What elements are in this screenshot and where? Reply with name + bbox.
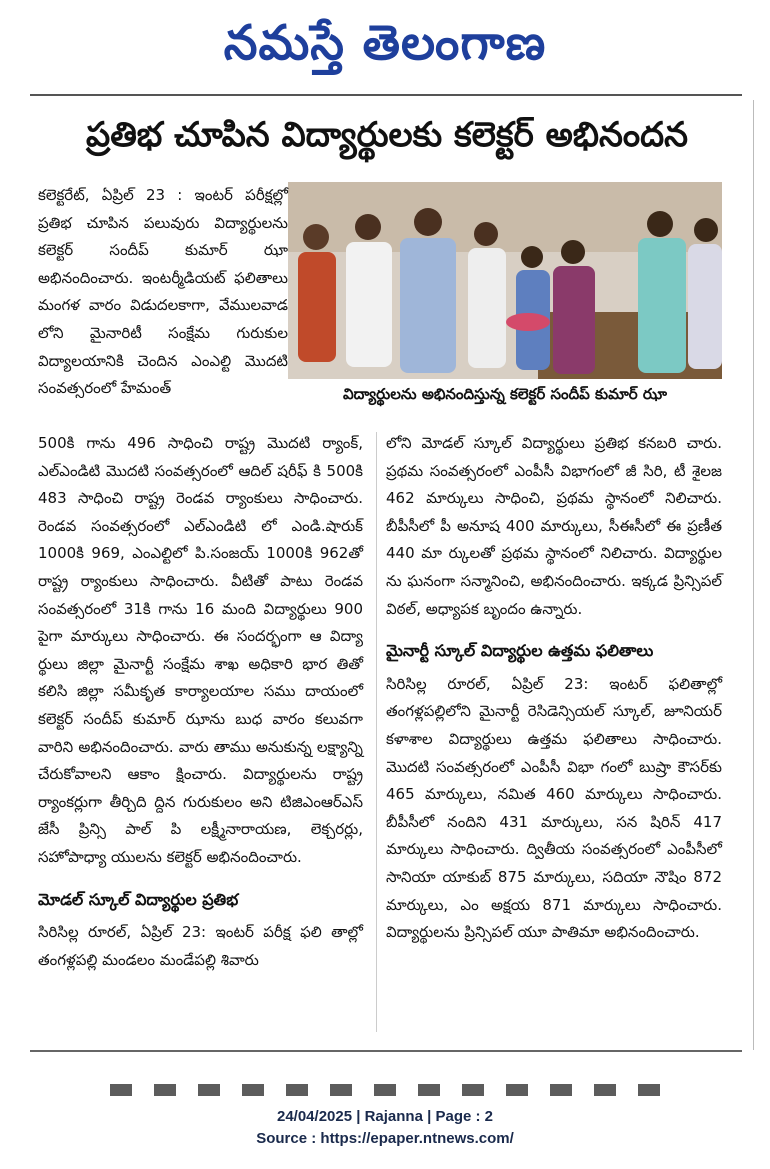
- masthead-title: నమస్తే తెలంగాణ: [223, 15, 547, 71]
- article-column-right: [386, 430, 722, 947]
- bottom-rule: [30, 1050, 742, 1052]
- cut-off-next-headline: [110, 1084, 670, 1096]
- article-headline: ప్రతిభ చూపిన విద్యార్థులకు కలెక్టర్ అభినందన: [86, 115, 688, 155]
- model-school-continued: లోని మోడల్ స్కూల్ విద్యార్థులు ప్రతిభ కనబరి చారు. ప్రథమ సంవత్సరంలో ఎంపీసీ విభాగంలో జీ సిరి, టీ శైలజ 462 మార్కులు సాధించి, ప్రథమ స్థానంలో నిలిచారు. బీపీసీలో పీ అనూష 400 మార్కులు, సీఈసీలో ఈ ప్రణీత 440 మా ర్కులతో ప్రథమ స్థానంలో నిలిచారు. విద్యార్థుల ను ఘనంగా సన్మానించి, అభినందించారు. ఇక్కడ ప్రిన్సిపల్ విఠల్, అధ్యాపక బృందం ఉన్నారు.: [386, 434, 722, 618]
- right-column-edge: [753, 100, 754, 1050]
- photo-caption: విద్యార్థులను అభినందిస్తున్న కలెక్టర్ సందీప్ కుమార్ ఝా: [343, 385, 667, 403]
- minority-school-paragraph: సిరిసిల్ల రూరల్, ఏప్రిల్ 23: ఇంటర్ ఫలితాల్లో తంగళ్లపల్లిలోని మైనార్టీ రెసిడెన్సియల్ స్కూల్, జూనియర్ కళాశాల విద్యార్థులు ఉత్తమ ఫలితాలు సాధించారు. మొదటి సంవత్సరంలో ఎంపీసీ విభా గంలో బుష్రా కౌసర్‌కు 465 మార్కులు, నమిత 460 మార్కులు సాధించారు. బీపీసీలో నందిని 431 మార్కులు, సన షిరిన్ 417 మార్కులు సాధించారు. ద్వితీయ సంవత్సరంలో ఎంపీసీలో సానియా యాకుబ్ 875 మార్కులు, సదియా నౌషిం 872 మార్కులు, ఎం అక్షయ 871 మార్కులు సాధించారు. విద్యార్థులను ప్రిన్సిపల్ యూ పాతిమా అభినందించారు.: [386, 674, 722, 942]
- lead-paragraph: కలెక్టరేట్, ఏప్రిల్ 23 : ఇంటర్ పరీక్షల్లో ప్రతిభ చూపిన పలువురు విద్యార్థులను కలెక్టర్ సందీప్ కుమార్ ఝా అభినందించారు. ఇంటర్మీడియట్ ఫలితాలు మంగళ వారం విడుదలకాగా, వేములవాడ లోని మైనారిటీ సంక్షేమ గురుకుల విద్యాలయానికి చెందిన ఎంఎల్టి మొదటి సంవత్సరంలో హేమంత్: [38, 186, 288, 398]
- masthead: [0, 8, 770, 78]
- top-rule: [30, 94, 742, 96]
- article-column-left: [38, 430, 363, 974]
- model-school-paragraph: సిరిసిల్ల రూరల్, ఏప్రిల్ 23: ఇంటర్ పరీక్ష ఫలి తాల్లో తంగళ్లపల్లి మండలం మండేపల్లి శివారు: [38, 923, 363, 969]
- body-paragraph: 500కి గాను 496 సాధించి రాష్ట్ర మొదటి ర్యాంక్, ఎల్ఎండిటి మొదటి సంవత్సరంలో ఆదిల్ షరీఫ్ కి 500కి 483 సాధించి రాష్ట్ర రెండవ ర్యాంకులు సాధించారు. రెండవ సంవత్సరంలో ఎల్ఎండిటి లో ఎండి.షారుక్ 1000కి 969, ఎంఎల్టిలో పి.సంజయ్ 1000కి 962తో రాష్ట్ర ర్యాంకులు సాధించారు. వీటితో పాటు రెండవ సంవత్సరంలో 31కి గాను 16 మంది విద్యార్థులు 900 పైగా మార్కులు సాధించారు. ఈ సందర్భంగా ఆ విద్యా ర్థులు జిల్లా మైనార్టీ సంక్షేమ శాఖ అధికారి భార తితో కలిసి జిల్లా సమీకృత కార్యాలయాల సము దాయంలో కలెక్టర్ సందీప్ కుమార్ ఝాను బుధ వారం కలువగా వారిని అభినందించారు. వారు తాము అనుకున్న లక్ష్యాన్ని చేరుకోవాలని ఆకాం క్షించారు. విద్యార్థులను రాష్ట్ర ర్యాంకర్లుగా తీర్చిది ద్దిన గురుకులం అని టిజిఎంఆర్ఎస్ జేసీ ప్రిన్సి పాల్ పి లక్ష్మీనారాయణ, లెక్చరర్లు, సహోపాధ్యా యులను కలెక్టర్ అభినందించారు.: [38, 434, 363, 866]
- subheading-model-school: మోడల్ స్కూల్ విద్యార్థుల ప్రతిభ: [38, 889, 239, 909]
- subheading-minority-school: మైనార్టీ స్కూల్ విద్యార్థుల ఉత్తమ ఫలితాలు: [386, 641, 654, 661]
- article-column-lead: [38, 182, 288, 403]
- column-separator: [376, 432, 377, 1032]
- footer-source: Source : https://epaper.ntnews.com/: [256, 1130, 514, 1147]
- article-photo: [288, 182, 722, 379]
- footer-date-edition: 24/04/2025 | Rajanna | Page : 2: [276, 1108, 493, 1125]
- page-footer: [0, 1106, 770, 1150]
